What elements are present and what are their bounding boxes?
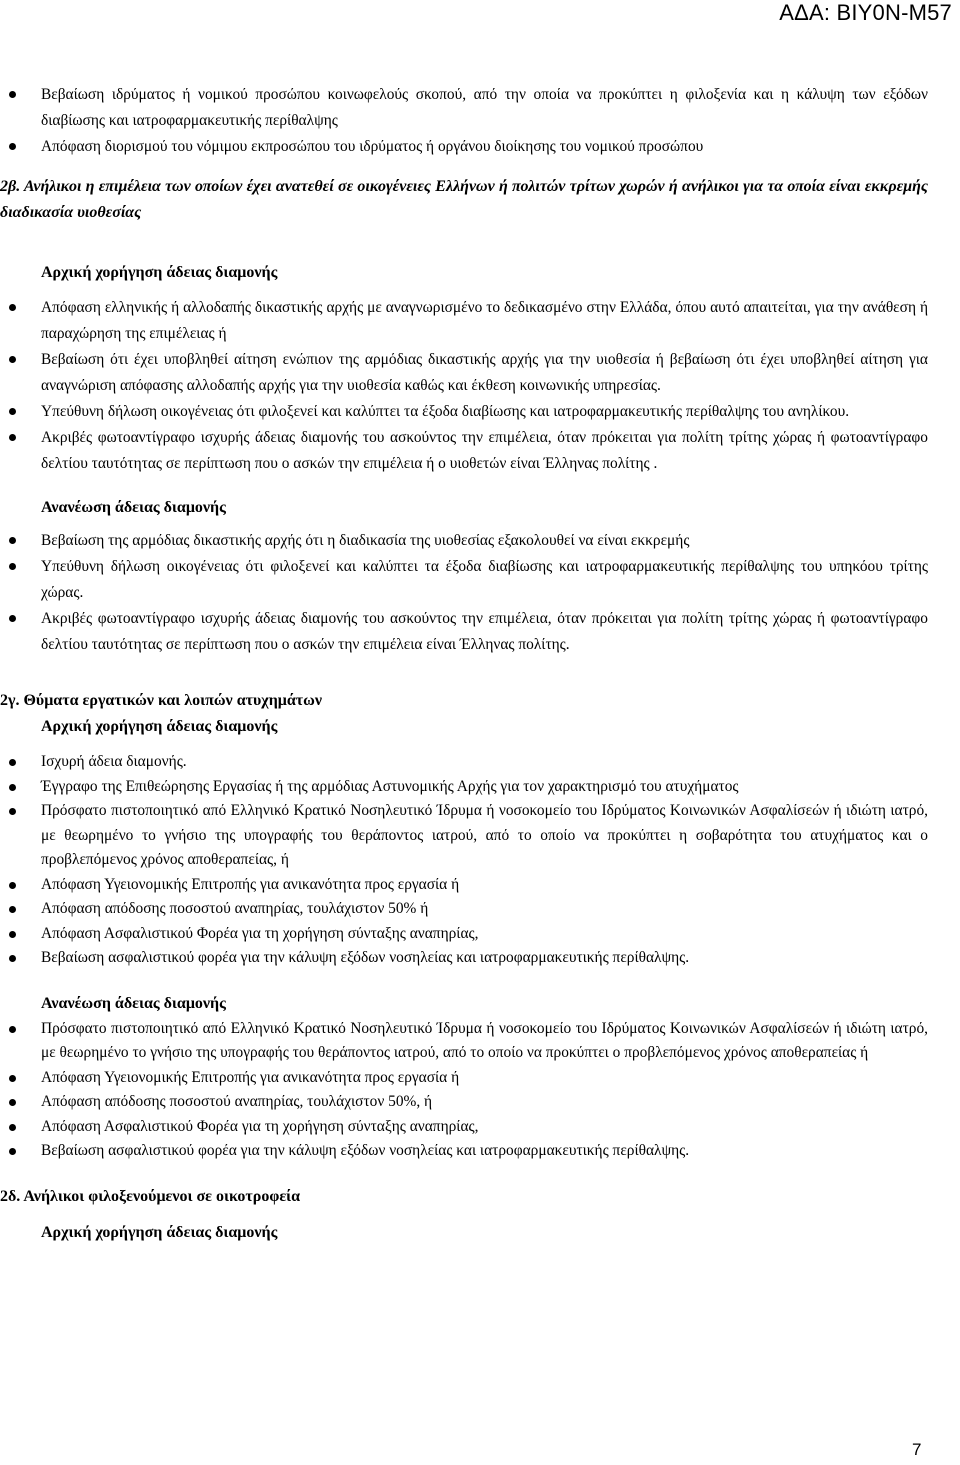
- list-item-text: Πρόσφατο πιστοποιητικό από Ελληνικό Κρατικό Νοσηλευτικό Ίδρυμα ή νοσοκομείο του Ιδρύματος Κοινωνικών Ασφαλίσεών ή ιδιώτη ιατρό, με θεωρημένο το γνήσιο της υπογραφής του θεράποντος ιατρού, από το οποίο να προκύπτει η σοβαρότητα του ατυχήματος και ο προβλεπόμενος χρόνος αποθεραπείας, ή: [41, 802, 928, 868]
- list-item-text: Απόφαση Ασφαλιστικού Φορέα για τη χορήγηση σύνταξης αναπηρίας,: [41, 924, 479, 942]
- list-item-text: Βεβαίωση ιδρύματος ή νομικού προσώπου κοινωφελούς σκοπού, από την οποία να προκύπτει η φιλοξενία και η κάλυψη των εξόδων διαβίωσης και ιατροφαρμακευτικής περίθαλψης: [41, 86, 928, 129]
- list-item-text: Έγγραφο της Επιθεώρησης Εργασίας ή της αρμόδιας Αστυνομικής Αρχής για τον χαρακτηρισμό του ατυχήματος: [41, 777, 739, 795]
- intro-list: [0, 82, 960, 160]
- section-2c-initial-list: [0, 750, 960, 971]
- list-item: [0, 775, 960, 800]
- list-item: [0, 1139, 960, 1164]
- bullet-icon: [9, 537, 16, 544]
- section-2b-initial-list: [0, 295, 960, 477]
- list-item: [0, 347, 960, 399]
- list-item: [0, 750, 960, 775]
- list-item-text: Απόφαση απόδοσης ποσοστού αναπηρίας, τουλάχιστον 50%, ή: [41, 1093, 433, 1110]
- section-2c-renewal-list: [0, 1017, 960, 1164]
- section-2b-renewal-title: Ανανέωση άδειας διαμονής: [41, 499, 226, 516]
- list-item: [0, 425, 960, 477]
- list-item-text: Ισχυρή άδεια διαμονής.: [41, 753, 187, 770]
- list-item: [0, 946, 960, 971]
- section-2d-initial-title: Αρχική χορήγηση άδειας διαμονής: [41, 1223, 278, 1241]
- list-item: [0, 134, 960, 160]
- list-item-text: Απόφαση απόδοσης ποσοστού αναπηρίας, τουλάχιστον 50% ή: [41, 900, 429, 917]
- list-item: [0, 1115, 960, 1140]
- bullet-icon: [9, 91, 16, 98]
- bullet-icon: [9, 434, 16, 441]
- list-item: [0, 1017, 960, 1066]
- section-2c-initial-title: Αρχική χορήγηση άδειας διαμονής: [41, 718, 278, 735]
- section-2c-title: 2γ. Θύματα εργατικών και λοιπών ατυχημάτων: [0, 692, 322, 709]
- list-item-text: Απόφαση Ασφαλιστικού Φορέα για τη χορήγηση σύνταξης αναπηρίας,: [41, 1117, 479, 1135]
- section-2b-title: 2β. Ανήλικοι η επιμέλεια των οποίων έχει ανατεθεί σε οικογένειες Ελλήνων ή πολιτών τρίτων χωρών ή ανήλικοι για τα οποία είναι εκκρεμής διαδικασία υιοθεσίας: [0, 178, 928, 221]
- section-2d-title: 2δ. Ανήλικοι φιλοξενούμενοι σε οικοτροφεία: [0, 1187, 301, 1205]
- bullet-icon: [9, 931, 16, 938]
- list-item-text: Πρόσφατο πιστοποιητικό από Ελληνικό Κρατικό Νοσηλευτικό Ίδρυμα ή νοσοκομείο του Ιδρύματος Κοινωνικών Ασφαλίσεών ή ιδιώτη ιατρό, με θεωρημένο το γνήσιο της υπογραφής του θεράποντος ιατρού, από το οποίο να προκύπτει ο προβλεπόμενος χρόνος αποθεραπείας ή: [41, 1019, 928, 1061]
- list-item-text: Ακριβές φωτοαντίγραφο ισχυρής άδειας διαμονής του ασκούντος την επιμέλεια, όταν πρόκειται για πολίτη τρίτης χώρας ή φωτοαντίγραφο δελτίου ταυτότητας σε περίπτωση που ο ασκών την επιμέλεια είναι Έλληνας πολίτης.: [41, 610, 928, 653]
- bullet-icon: [9, 882, 16, 889]
- section-2c-renewal-title: Ανανέωση άδειας διαμονής: [41, 994, 226, 1012]
- bullet-icon: [9, 808, 16, 815]
- list-item: [0, 922, 960, 947]
- list-item: [0, 295, 960, 347]
- page-number: 7: [912, 1440, 922, 1459]
- list-item-text: Βεβαίωση της αρμόδιας δικαστικής αρχής ότι η διαδικασία της υιοθεσίας εξακολουθεί να είναι εκκρεμής: [41, 532, 690, 549]
- list-item: [0, 554, 960, 606]
- bullet-icon: [9, 143, 16, 150]
- list-item: [0, 82, 960, 134]
- bullet-icon: [9, 784, 16, 791]
- list-item-text: Απόφαση Υγειονομικής Επιτροπής για ανικανότητα προς εργασία ή: [41, 1068, 460, 1086]
- list-item: [0, 1066, 960, 1091]
- list-item: [0, 606, 960, 658]
- bullet-icon: [9, 955, 16, 962]
- list-item: [0, 799, 960, 873]
- bullet-icon: [9, 1124, 16, 1131]
- section-2b-initial-title: Αρχική χορήγηση άδειας διαμονής: [41, 264, 278, 281]
- list-item: [0, 1090, 960, 1115]
- list-item-text: Απόφαση διορισμού του νόμιμου εκπροσώπου του ιδρύματος ή οργάνου διοίκησης του νομικού προσώπου: [41, 138, 704, 155]
- list-item-text: Υπεύθυνη δήλωση οικογένειας ότι φιλοξενεί και καλύπτει τα έξοδα διαβίωσης και ιατροφαρμακευτικής περίθαλψης του υπηκόου τρίτης χώρας.: [41, 558, 928, 601]
- bullet-icon: [9, 563, 16, 570]
- bullet-icon: [9, 356, 16, 363]
- list-item-text: Βεβαίωση ότι έχει υποβληθεί αίτηση ενώπιον της αρμόδιας δικαστικής αρχής για την υιοθεσία ή βεβαίωση ότι έχει υποβληθεί αίτηση για αναγνώριση απόφασης αλλοδαπής αρχής για την υιοθεσία καθώς και έκθεση κοινωνικής υπηρεσίας.: [41, 351, 928, 394]
- bullet-icon: [9, 304, 16, 311]
- list-item: [0, 897, 960, 922]
- list-item-text: Απόφαση Υγειονομικής Επιτροπής για ανικανότητα προς εργασία ή: [41, 875, 460, 893]
- list-item-text: Βεβαίωση ασφαλιστικού φορέα για την κάλυψη εξόδων νοσηλείας και ιατροφαρμακευτικής περίθαλψης.: [41, 949, 690, 966]
- list-item: [0, 528, 960, 554]
- bullet-icon: [9, 615, 16, 622]
- list-item-text: Ακριβές φωτοαντίγραφο ισχυρής άδειας διαμονής του ασκούντος την επιμέλεια, όταν πρόκειται για πολίτη τρίτης χώρας ή φωτοαντίγραφο δελτίου ταυτότητας σε περίπτωση που ο ασκών την επιμέλεια ή ο υιοθετών είναι Έλληνας πολίτης .: [41, 429, 928, 472]
- bullet-icon: [9, 1148, 16, 1155]
- list-item-text: Απόφαση ελληνικής ή αλλοδαπής δικαστικής αρχής με αναγνωρισμένο το δεδικασμένο στην Ελλάδα, όπου αυτό απαιτείται, για την ανάθεση ή παραχώρηση της επιμέλειας ή: [41, 299, 928, 342]
- bullet-icon: [9, 1026, 16, 1033]
- section-2b-renewal-list: [0, 528, 960, 658]
- bullet-icon: [9, 1099, 16, 1106]
- ada-code: ΑΔΑ: ΒΙΥ0Ν-Μ57: [779, 0, 952, 25]
- list-item-text: Βεβαίωση ασφαλιστικού φορέα για την κάλυψη εξόδων νοσηλείας και ιατροφαρμακευτικής περίθαλψης.: [41, 1142, 690, 1159]
- document-body: [0, 82, 960, 1246]
- list-item: [0, 873, 960, 898]
- bullet-icon: [9, 906, 16, 913]
- list-item-text: Υπεύθυνη δήλωση οικογένειας ότι φιλοξενεί και καλύπτει τα έξοδα διαβίωσης και ιατροφαρμακευτικής περίθαλψης του ανηλίκου.: [41, 403, 850, 420]
- list-item: [0, 399, 960, 425]
- bullet-icon: [9, 1075, 16, 1082]
- bullet-icon: [9, 408, 16, 415]
- bullet-icon: [9, 759, 16, 766]
